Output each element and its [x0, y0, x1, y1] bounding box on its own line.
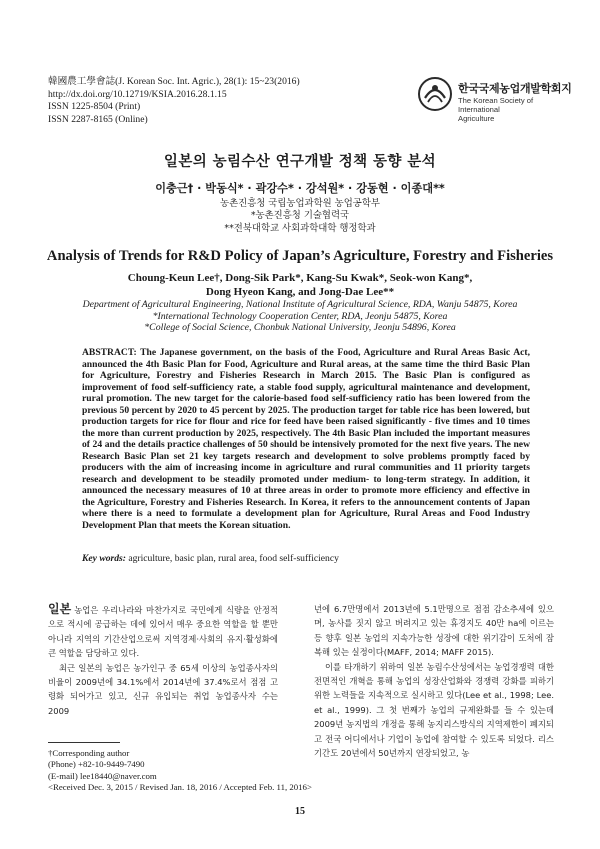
- english-authors-line1: Choung-Keun Lee†, Dong-Sik Park*, Kang-Su Kwak*, Seok-won Kang*,: [127, 272, 473, 284]
- body-paragraph: 최근 일본의 농업은 농가인구 중 65세 이상의 농업종사자의 비율이 2009년에 34.1%에서 2014년에 37.4%로서 점점 고령화 되어가고 있고, 신규 유입되는 취업 농업종사자 수는 2009: [48, 662, 278, 716]
- body-paragraph: 이를 타개하기 위하여 일본 농림수산성에서는 농업경쟁력 대한 전면적인 개혁을 통해 농업의 성장산업화와 경쟁력 강화를 피하기 위한 노력들을 지속적으로 실시하고 있다(Lee et al., 1998; Lee. et al., 1999). 그 첫 번째가 농업의 규제완화를 들 수 있는데 2009년 농지법의 개정을 통해 농지리스방식의 지역제한이 폐지되고 전국 어디에서나 기업이 농업에 참여할 수 있도록 되었다. 리스 기간도 20년에서 50년까지 연장되었고, 농: [314, 661, 554, 759]
- society-name-ko: 한국국제농업개발학회지: [458, 82, 572, 95]
- korean-affiliation-2: *농촌진흥청 기술협력국: [250, 210, 350, 222]
- lead-word: 일본: [48, 602, 72, 616]
- english-authors: [0, 272, 600, 299]
- issn-print: ISSN 1225-8504 (Print): [48, 101, 141, 113]
- body-paragraph: [48, 602, 278, 661]
- footnotes: [48, 748, 312, 793]
- korean-affiliations: [0, 198, 600, 235]
- english-affiliation-3: *College of Social Science, Chonbuk National University, Jeonju 54896, Korea: [144, 322, 456, 333]
- english-authors-line2: Dong Hyeon Kang, and Jong-Dae Lee**: [205, 285, 395, 298]
- doi-link[interactable]: http://dx.doi.org/10.12719/KSIA.2016.28.1.15: [48, 88, 227, 100]
- issn-online: ISSN 2287-8165 (Online): [48, 113, 148, 125]
- abstract-text: The Japanese government, on the basis of the Food, Agriculture and Rural Areas Basic Act, announced the 4th Basic Plan for Food, Agriculture and Rural areas, at the same time the third Basic Plan for Agriculture, Forestry and Fisheries Research in March 2015. The Basic Plan is configured as improvement of food self-sufficiency rate, a stable food supply, agricultural maintenance and development, rural promotion. The new target for the calorie-based food self-sufficiency ratio has been lowered from the previous 50 percent by 2020 to 45 percent by 2025. The production target for table rice has been lowered, but production targets for rice for flour and rice for feed have been raised significantly - five times and 10 times the more than current production by 2025, respectively. The 4th Basic Plan included the important measures of 24 and the details practice challenges of 50 should be intensively promoted for the next five years. The new Research Basic Plan set 21 key targets research and development to solve problems promptly faced by producers with the aim of increasing income in agriculture and rural communities and 11 priority targets research and development to be steadily promoted under medium- to long-term strategy. In addition, it announced the necessary measures of 10 at three areas in order to promote more efficiency and effective in the Agriculture, Forestry and Fisheries Research. In Korea, it refers to the announcement contents of Japan where there is a need to formulate a development plan for Agriculture, Rural Areas and Food Industry Development Plan that meets the Korean situation.: [82, 347, 530, 531]
- society-name-en: [458, 96, 567, 123]
- body-column-left: [48, 602, 278, 718]
- keywords-label: Key words:: [82, 553, 126, 564]
- english-affiliation-2: *International Technology Cooperation Center, RDA, Jeonju 54875, Korea: [152, 310, 448, 322]
- keywords: [82, 553, 530, 564]
- keywords-text: agriculture, basic plan, rural area, food self-sufficiency: [128, 553, 339, 564]
- society-name-en-line2: Agriculture: [458, 114, 495, 123]
- english-affiliations: [0, 299, 600, 334]
- korean-affiliation-1: 농촌진흥청 국립농업과학원 농업공학부: [220, 198, 380, 209]
- body-paragraph: 년에 6.7만명에서 2013년에 5.1만명으로 점점 감소추세에 있으며, 농사를 짓지 않고 버려지고 있는 휴경지도 40만 ha에 이르는 등 향후 일본 농업의 지속가능한 성장에 대한 위기감이 도처에 잠복해 있는 실정이다(MAFF, 2014; MAFF 2015).: [314, 604, 554, 658]
- footnote-divider: [48, 742, 120, 743]
- body-column-right: [314, 602, 554, 760]
- corresponding-author: †Corresponding author: [48, 748, 130, 758]
- journal-meta: [48, 76, 300, 126]
- korean-title: 일본의 농림수산 연구개발 정책 동향 분석: [163, 154, 437, 170]
- society-emblem-icon: [417, 76, 453, 112]
- abstract: [82, 347, 530, 531]
- author-email[interactable]: (E-mail) lee18440@naver.com: [48, 770, 157, 781]
- abstract-label: ABSTRACT:: [82, 347, 137, 358]
- society-name-en-line1: The Korean Society of International: [458, 96, 534, 114]
- english-affiliation-1: Department of Agricultural Engineering, National Institute of Agricultural Science, RDA, Wanju 54875, Korea: [82, 299, 518, 310]
- body-text: 농업은 우리나라와 마찬가지로 국민에게 식량을 안정적으로 적시에 공급하는 데에 있어서 매우 중요한 역할을 할 뿐만 아니라 지역의 기간산업으로써 지역경제·사회의 유지·활성화에 큰 역할을 담당하고 있다.: [48, 605, 278, 659]
- author-phone: (Phone) +82-10-9449-7490: [48, 759, 145, 770]
- received-dates: <Received Dec. 3, 2015 / Revised Jan. 18, 2016 / Accepted Feb. 11, 2016>: [48, 781, 312, 792]
- korean-authors: 이충근† · 박동식* · 곽강수* · 강석원* · 강동현 · 이종대**: [155, 182, 445, 195]
- page-number: 15: [295, 806, 305, 817]
- korean-affiliation-3: **전북대학교 사회과학대학 행정학과: [224, 222, 376, 234]
- society-logo: [417, 74, 572, 123]
- journal-citation: 韓國農工學會誌(J. Korean Soc. Int. Agric.), 28(1): 15~23(2016): [48, 76, 300, 87]
- english-title: Analysis of Trends for R&D Policy of Japan’s Agriculture, Forestry and Fisheries: [46, 248, 554, 264]
